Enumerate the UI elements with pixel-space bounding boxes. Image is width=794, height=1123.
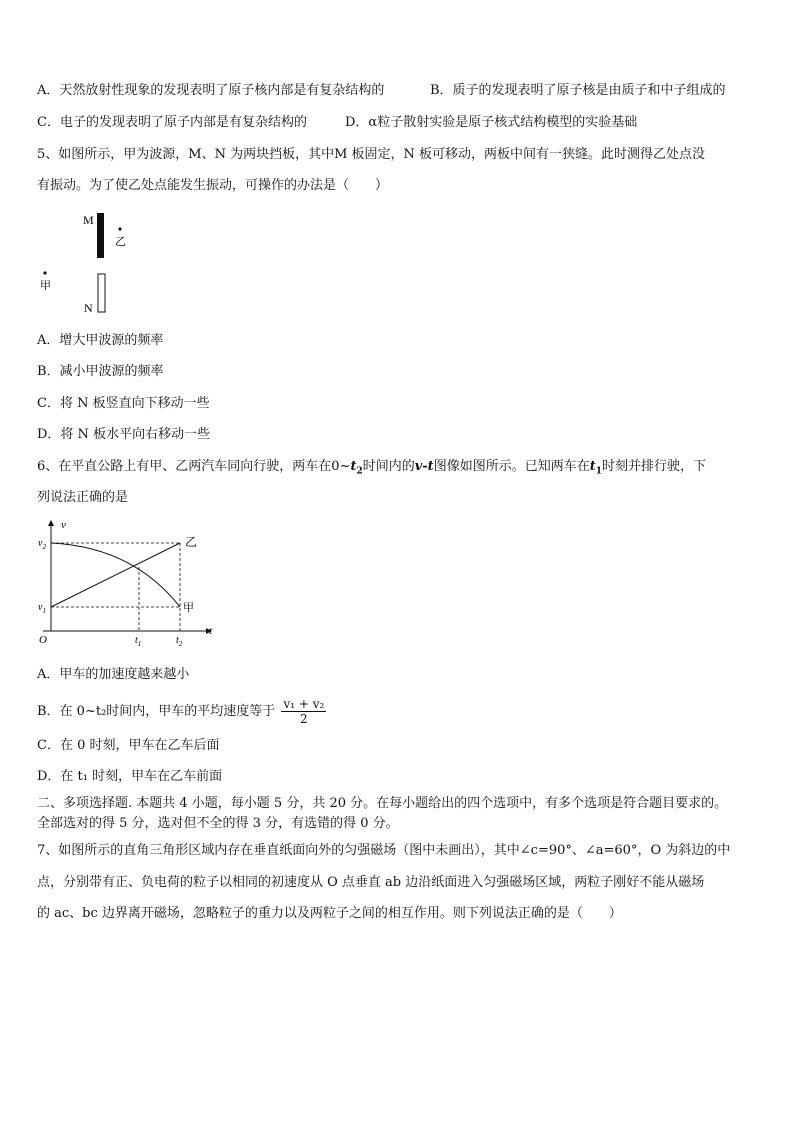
- q4-option-b: B．质子的发现表明了原子核是由质子和中子组成的: [430, 83, 726, 98]
- q6-label-jia: 甲: [183, 602, 194, 614]
- q4-option-d: D．α粒子散射实验是原子核式结构模型的实验基础: [345, 115, 638, 130]
- q5-label-yi: 乙: [115, 236, 126, 248]
- q6-stem-part-b: 时间内的: [362, 459, 415, 474]
- q6-stem-line2: 列说法正确的是: [37, 490, 129, 505]
- q6-stem-line1: [37, 458, 706, 481]
- section2-line2: 全部选对的得 5 分，选对但不全的得 3 分，有选错的得 0 分。: [37, 816, 399, 831]
- q5-figure: [37, 205, 147, 320]
- q5-stem-line1: 5、如图所示，甲为波源，M、N 为两块挡板，其中M 板固定，N 板可移动，两板中间有一狭缝。此时测得乙处点没: [37, 147, 706, 162]
- q5-point-yi: [118, 227, 121, 230]
- q6-v-axis-label: v: [61, 519, 66, 531]
- q6-label-v2: $v_2$: [38, 538, 46, 551]
- q6-t-axis-label: t: [209, 625, 213, 637]
- q6-vt-graph: [33, 515, 228, 650]
- q6-stem-vt: v-t: [414, 459, 434, 474]
- q6-option-a: A．甲车的加速度越来越小: [37, 667, 190, 682]
- q4-option-c: C．电子的发现表明了原子内部是有复杂结构的: [37, 115, 307, 130]
- q6-option-b: [37, 697, 326, 726]
- q5-option-c: C．将 N 板竖直向下移动一些: [37, 396, 210, 411]
- section2-line1: 二、多项选择题. 本题共 4 小题，每小题 5 分，共 20 分。在每小题给出的四个选项中，有多个选项是符合题目要求的。: [37, 796, 728, 811]
- q5-option-b: B．减小甲波源的频率: [37, 364, 164, 379]
- q4-option-a: A．天然放射性现象的发现表明了原子核内部是有复杂结构的: [37, 83, 385, 98]
- q6-option-c: C．在 0 时刻，甲车在乙车后面: [37, 738, 220, 753]
- q5-option-d: D．将 N 板水平向右移动一些: [37, 427, 211, 442]
- q7-stem-line1: 7、如图所示的直角三角形区域内存在垂直纸面向外的匀强磁场（图中未画出），其中∠c=90°、∠a=60°，O 为斜边的中: [37, 843, 731, 858]
- q6-line-yi: [51, 543, 180, 607]
- q6-fraction-denominator: 2: [300, 712, 308, 726]
- q5-plate-n: [98, 274, 105, 312]
- q6-label-t2: $t_2$: [176, 635, 183, 648]
- q5-label-m: M: [83, 213, 94, 227]
- q6-label-yi: 乙: [185, 535, 198, 549]
- q6-stem-t1-sub: 1: [595, 466, 602, 477]
- q5-plate-m: [97, 213, 104, 258]
- q6-stem-part-a: 6、在平直公路上有甲、乙两汽车同向行驶，两车在0~: [37, 459, 351, 474]
- q6-fraction-numerator: v₁ + v₂: [283, 697, 325, 711]
- q5-option-a: A．增大甲波源的频率: [37, 333, 164, 348]
- q6-label-t1: $t_1$: [135, 635, 142, 648]
- q6-stem-part-c: 图像如图所示。已知两车在: [433, 459, 590, 474]
- q6-stem-t1: t: [589, 459, 596, 474]
- q7-stem-line3: 的 ac、bc 边界离开磁场，忽略粒子的重力以及两粒子之间的相互作用。则下列说法正确的是（ ）: [37, 906, 622, 921]
- q6-stem-t2-sub: 2: [356, 466, 363, 477]
- q6-label-v1: $v_1$: [38, 602, 46, 615]
- q6-origin-label: O: [39, 634, 47, 646]
- q6-option-b-fraction: [281, 697, 326, 726]
- q7-stem-line2: 点，分别带有正、负电荷的粒子以相同的初速度从 O 点垂直 ab 边沿纸面进入匀强磁场区域，两粒子刚好不能从磁场: [37, 875, 705, 890]
- q6-stem-t2: t: [350, 459, 357, 474]
- q6-stem-part-d: 时刻并排行驶，下: [602, 459, 707, 474]
- q6-option-b-text: B．在 0~t₂时间内，甲车的平均速度等于: [37, 704, 276, 719]
- q6-option-d: D．在 t₁ 时刻，甲车在乙车前面: [37, 769, 223, 784]
- q5-stem-line2: 有振动。为了使乙处点能发生振动，可操作的办法是（ ）: [37, 178, 389, 193]
- q5-label-jia: 甲: [40, 280, 51, 292]
- q5-point-jia: [43, 271, 46, 274]
- q5-label-n: N: [84, 301, 93, 315]
